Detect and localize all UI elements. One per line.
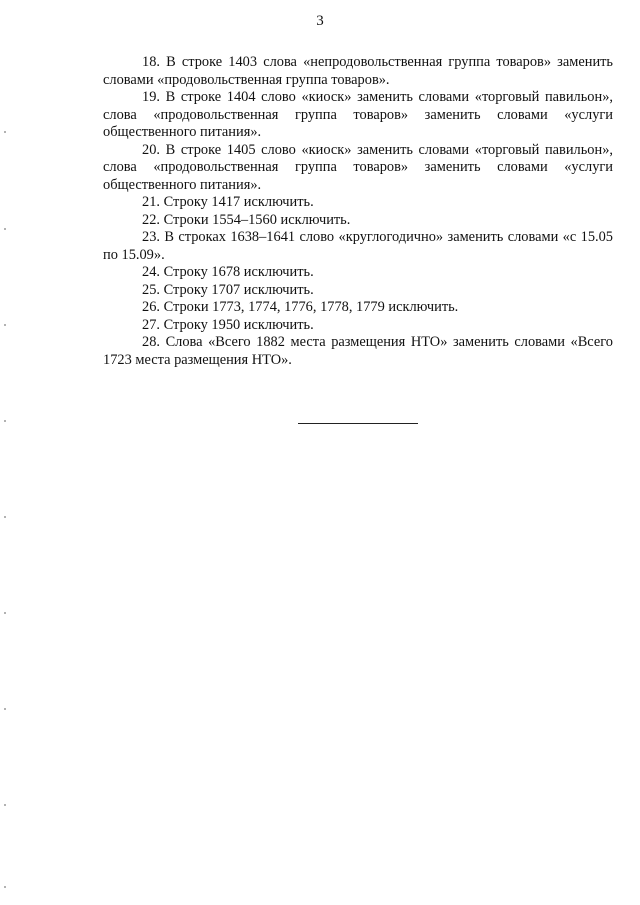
amendment-item-20: 20. В строке 1405 слово «киоск» заменить словами «торговый павильон», слова «продовольственная группа товаров» заменить словами «услуги общественного питания». xyxy=(103,141,613,193)
amendment-item-23: 23. В строках 1638–1641 слово «круглогодично» заменить словами «с 15.05 по 15.09». xyxy=(103,229,613,263)
closing-divider xyxy=(298,423,418,424)
amendment-item-27: 27. Строку 1950 исключить. xyxy=(142,316,314,333)
amendment-item-22: 22. Строки 1554–1560 исключить. xyxy=(142,211,351,228)
margin-mark xyxy=(4,804,6,806)
margin-mark xyxy=(4,228,6,230)
margin-mark xyxy=(4,708,6,710)
amendment-item-18: 18. В строке 1403 слова «непродовольственная группа товаров» заменить словами «продовольственная группа товаров». xyxy=(103,54,613,88)
amendments-list xyxy=(103,54,613,369)
amendment-item-25: 25. Строку 1707 исключить. xyxy=(142,281,314,298)
margin-mark xyxy=(4,420,6,422)
amendment-item-24: 24. Строку 1678 исключить. xyxy=(142,264,314,280)
amendment-item-21: 21. Строку 1417 исключить. xyxy=(142,194,314,210)
amendment-item-26: 26. Строки 1773, 1774, 1776, 1778, 1779 исключить. xyxy=(142,299,459,315)
margin-mark xyxy=(4,612,6,614)
amendment-item-19: 19. В строке 1404 слово «киоск» заменить словами «торговый павильон», слова «продовольственная группа товаров» заменить словами «услуги общественного питания». xyxy=(103,89,613,140)
amendment-item-28: 28. Слова «Всего 1882 места размещения НТО» заменить словами «Всего 1723 места размещения НТО». xyxy=(103,334,613,368)
page-number: 3 xyxy=(316,13,324,29)
margin-mark xyxy=(4,516,6,518)
margin-mark xyxy=(4,324,6,326)
margin-mark xyxy=(4,886,6,888)
margin-mark xyxy=(4,131,6,133)
